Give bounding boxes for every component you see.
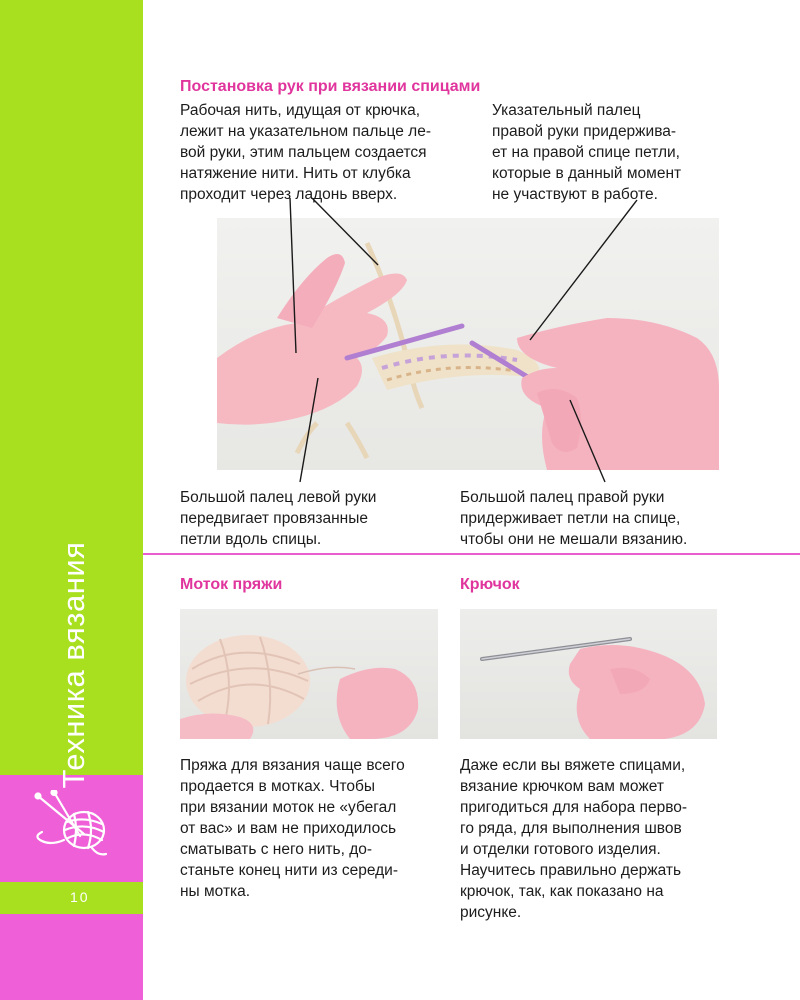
right-thumb-note: Большой палец правой руки придерживает петли на спице, чтобы они не мешали вязанию. <box>460 489 688 548</box>
left-thumb-note: Большой палец левой руки передвигает провязанные петли вдоль спицы. <box>180 489 377 548</box>
yarn-skein-photo <box>180 609 438 739</box>
skein-text: Пряжа для вязания чаще всего продается в мотках. Чтобы при вязании моток не «убегал от вас» и вам не приходилось сматывать с него нить, до- станьте конец нити из середи- ны мотка. <box>180 757 405 900</box>
section-divider <box>143 553 800 555</box>
crochet-hook-photo <box>460 609 717 739</box>
sidebar <box>0 0 143 1000</box>
hook-text: Даже если вы вяжете спицами, вязание крючком вам может пригодиться для набора перво- го ряда, для выполнения швов и отделки готового изделия. Научитесь правильно держать крючок, так, как показано на рисунке. <box>460 757 688 921</box>
hook-heading: Крючок <box>460 576 520 593</box>
knitting-hands-photo <box>217 218 719 470</box>
page-number-bar <box>0 882 143 914</box>
skein-heading: Моток пряжи <box>180 576 283 593</box>
yarn-ball-needles-icon <box>32 790 112 860</box>
page-number: 10 <box>70 889 90 905</box>
left-hand-note: Рабочая нить, идущая от крючка, лежит на указательном пальце ле- вой руки, этим пальцем создается натяжение нити. Нить от клубка проходит через ладонь вверх. <box>180 102 431 203</box>
right-hand-note: Указательный палец правой руки придержива- ет на правой спице петли, которые в данный момент не участвуют в работе. <box>492 102 682 203</box>
main-heading: Постановка рук при вязании спицами <box>180 78 481 95</box>
section-title: Техника вязания <box>56 541 91 789</box>
